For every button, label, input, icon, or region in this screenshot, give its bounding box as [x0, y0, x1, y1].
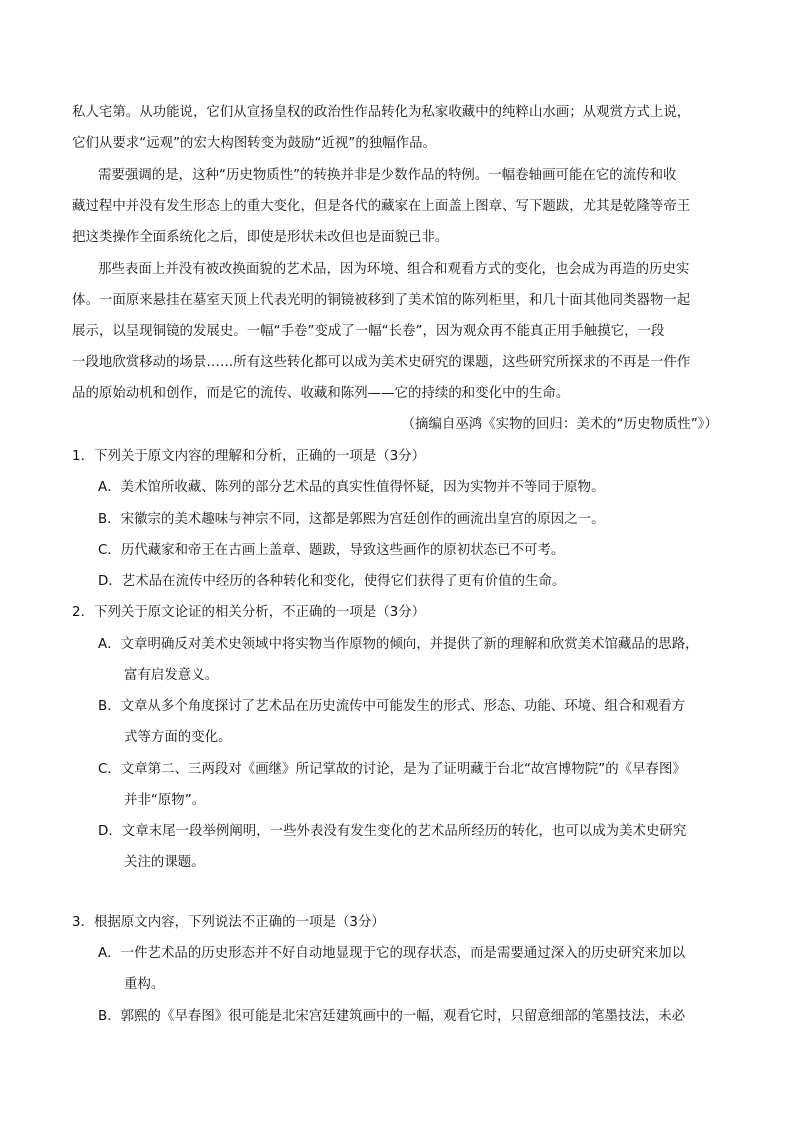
- question-1-stem: 1．下列关于原文内容的理解和分析，正确的一项是（3分）: [72, 449, 426, 464]
- question-3-stem: 3．根据原文内容，下列说法不正确的一项是（3分）: [72, 915, 385, 930]
- passage-p3-line-2: 体。一面原来悬挂在墓室天顶上代表光明的铜镜被移到了美术馆的陈列柜里，和几十面其他同类器物一起: [72, 293, 691, 308]
- passage-p3-line-3: 展示，以呈现铜镜的发展史。一幅“手卷”变成了一幅“长卷”，因为观众再不能真正用手触摸它，一段: [72, 324, 665, 339]
- question-3-option-a: A．一件艺术品的历史形态并不好自动地显现于它的现存状态，而是需要通过深入的历史研究来加以: [98, 946, 686, 961]
- question-1-option-b: B．宋徽宗的美术趣味与神宗不同，这都是郭熙为宫廷创作的画流出皇宫的原因之一。: [98, 512, 605, 527]
- question-2-option-d-cont: 关注的课题。: [124, 855, 205, 870]
- passage-p3-line-5: 品的原始动机和创作，而是它的流传、收藏和陈列——它的持续的和变化中的生命。: [72, 386, 570, 401]
- question-2-option-d: D．文章末尾一段举例阐明，一些外表没有发生变化的艺术品所经历的转化，也可以成为美术史研究: [98, 824, 687, 839]
- question-2-option-b: B．文章从多个角度探讨了艺术品在历史流传中可能发生的形式、形态、功能、环境、组合和观看方: [98, 699, 686, 714]
- passage-p1-line-2: 它们从要求“远观”的宏大构图转变为鼓励“近视”的独幅作品。: [72, 136, 436, 151]
- passage-p3-line-1: 那些表面上并没有被改换面貌的艺术品，因为环境、组合和观看方式的变化，也会成为再造的历史实: [98, 262, 690, 277]
- passage-p3-line-4: 一段地欣赏移动的场景……所有这些转化都可以成为美术史研究的课题，这些研究所探求的不再是一件作: [72, 355, 691, 370]
- question-2-option-c-cont: 并非“原物”。: [124, 793, 206, 808]
- question-3-option-b: B．郭熙的《早春图》很可能是北宋宫廷建筑画中的一幅，观看它时，只留意细部的笔墨技法，未必: [98, 1009, 686, 1024]
- passage-p2-line-3: 把这类操作全面系统化之后，即使是形状未改但也是面貌已非。: [72, 230, 449, 245]
- question-3-option-a-cont: 重构。: [124, 977, 165, 992]
- question-2-option-c: C．文章第二、三两段对《画继》所记掌故的讨论，是为了证明藏于台北“故宫博物院”的《早春图》: [98, 762, 686, 777]
- question-2-option-a: A．文章明确反对美术史领域中将实物当作原物的倾向，并提供了新的理解和欣赏美术馆藏品的思路，: [98, 637, 699, 652]
- passage-source: （摘编自巫鸿《实物的回归：美术的“历史物质性”》）: [401, 417, 718, 432]
- question-1-option-a: A．美术馆所收藏、陈列的部分艺术品的真实性值得怀疑，因为实物并不等同于原物。: [98, 480, 605, 495]
- question-1-option-c: C．历代藏家和帝王在古画上盖章、题跋，导致这些画作的原初状态已不可考。: [98, 543, 565, 558]
- passage-p2-line-2: 藏过程中并没有发生形态上的重大变化，但是各代的藏家在上面盖上图章、写下题跋，尤其是乾隆等帝王: [72, 199, 691, 214]
- passage-p2-line-1: 需要强调的是，这种“历史物质性”的转换并非是少数作品的特例。一幅卷轴画可能在它的流传和收: [98, 168, 677, 183]
- passage-p1-line-1: 私人宅第。从功能说，它们从宣扬皇权的政治性作品转化为私家收藏中的纯粹山水画；从观赏方式上说，: [72, 105, 691, 120]
- question-2-option-b-cont: 式等方面的变化。: [124, 730, 232, 745]
- question-2-option-a-cont: 富有启发意义。: [124, 668, 219, 683]
- question-2-stem: 2．下列关于原文论证的相关分析，不正确的一项是（3分）: [72, 605, 426, 620]
- question-1-option-d: D．艺术品在流传中经历的各种转化和变化，使得它们获得了更有价值的生命。: [98, 574, 566, 589]
